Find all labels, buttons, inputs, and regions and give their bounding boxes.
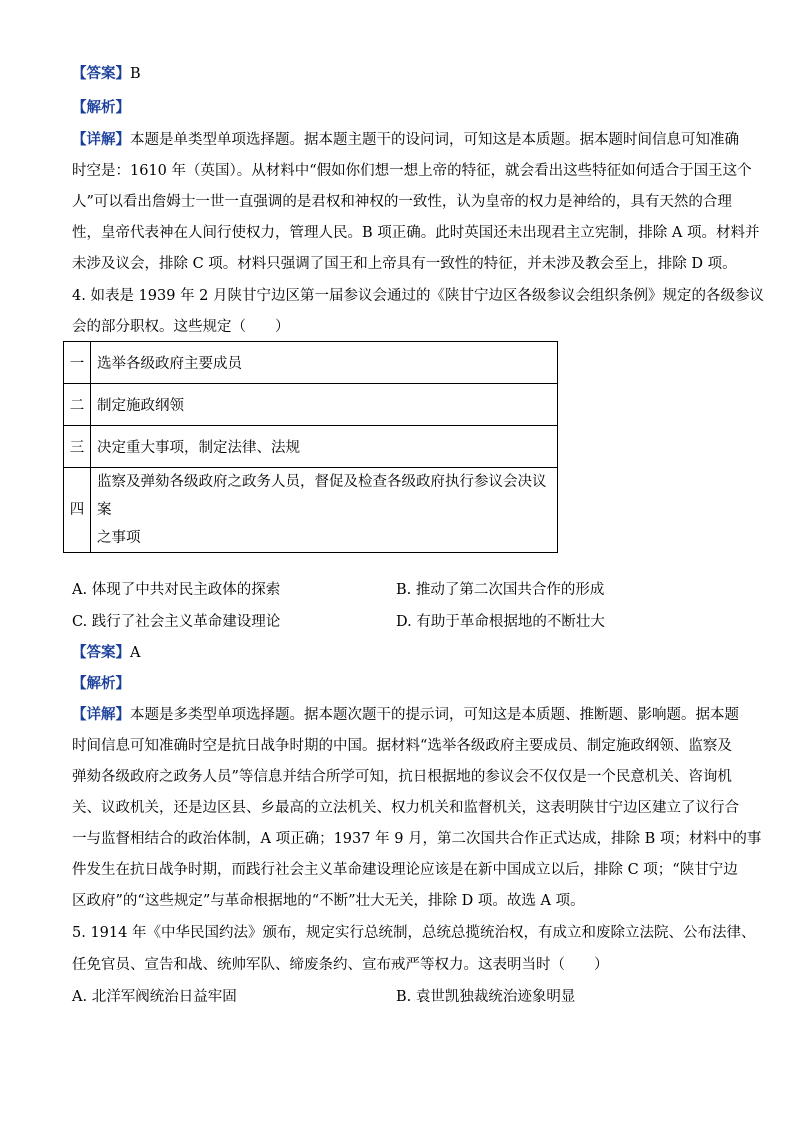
q5-stem-line: 任免官员、宣告和战、统帅军队、缔废条约、宣布戒严等权力。这表明当时（ ）: [72, 957, 609, 973]
row-number: 三: [64, 426, 91, 468]
detail-tag: 【详解】: [72, 132, 130, 148]
q5-option-a: A. 北洋军阀统治日益牢固: [72, 989, 237, 1005]
q4-detail-line: 关、议政机关，还是边区县、乡最高的立法机关、权力机关和监督机关，这表明陕甘宁边区建立了议行合: [72, 800, 739, 816]
answer-value: B: [130, 66, 141, 82]
q3-detail-line: 人”可以看出詹姆士一世一直强调的是君权和神权的一致性，认为皇帝的权力是神给的，具有天然的合理: [72, 194, 732, 210]
row-number: 二: [64, 384, 91, 426]
q3-detail-line: 未涉及议会，排除 C 项。材料只强调了国王和上帝具有一致性的特征，并未涉及教会至上，排除 D 项。: [72, 256, 737, 272]
q4-stem-line: 4. 如表是 1939 年 2 月陕甘宁边区第一届参议会通过的《陕甘宁边区各级参议会组织条例》规定的各级参议: [72, 288, 765, 304]
q4-stem-line: 会的部分职权。这些规定（ ）: [72, 319, 290, 335]
answer-tag: 【答案】: [72, 645, 130, 661]
q4-option-c: C. 践行了社会主义革命建设理论: [72, 614, 281, 630]
detail-text: 本题是多类型单项选择题。据本题次题干的提示词，可知这是本质题、推断题、影响题。据本题: [130, 707, 739, 723]
row-text-line: 之事项: [97, 530, 141, 546]
q4-table: [63, 341, 558, 553]
answer-value: A: [130, 645, 141, 661]
q4-detail-line: 一与监督相结合的政治体制，A 项正确；1937 年 9 月，第二次国共合作正式达成，排除 B 项；材料中的事: [72, 831, 762, 847]
row-text: [91, 468, 558, 553]
q4-option-a: A. 体现了中共对民主政体的探索: [72, 582, 281, 598]
q3-detail-line: [72, 130, 739, 150]
row-text: 选举各级政府主要成员: [91, 342, 558, 384]
detail-text: 本题是单类型单项选择题。据本题主题干的设问词，可知这是本质题。据本题时间信息可知准确: [130, 132, 739, 148]
answer-tag: 【答案】: [72, 66, 130, 82]
row-number: 一: [64, 342, 91, 384]
analysis-tag: 【解析】: [72, 676, 130, 692]
row-number: 四: [64, 468, 91, 553]
q4-option-d: D. 有助于革命根据地的不断壮大: [396, 614, 605, 630]
q4-detail-line: 弹劾各级政府之政务人员”等信息并结合所学可知，抗日根据地的参议会不仅仅是一个民意机关、咨询机: [72, 769, 732, 785]
table-row: [64, 468, 558, 553]
row-text: 制定施政纲领: [91, 384, 558, 426]
q3-answer-line: [72, 64, 722, 84]
q4-option-b: B. 推动了第二次国共合作的形成: [396, 582, 605, 598]
q4-detail-line: 时间信息可知准确时空是抗日战争时期的中国。据材料“选举各级政府主要成员、制定施政纲领、监察及: [72, 738, 732, 754]
q4-detail-line: [72, 705, 739, 725]
q3-analysis-heading: [72, 98, 722, 118]
table-row: [64, 342, 558, 384]
q4-detail-line: 件发生在抗日战争时期，而践行社会主义革命建设理论应该是在新中国成立以后，排除 C 项；“陕甘宁边: [72, 862, 738, 878]
row-text-line: 监察及弹劾各级政府之政务人员，督促及检查各级政府执行参议会决议案: [97, 474, 547, 518]
q4-detail-line: 区政府”的“这些规定”与革命根据地的“不断”壮大无关，排除 D 项。故选 A 项。: [72, 893, 585, 909]
q4-analysis-heading: [72, 674, 722, 694]
table-row: [64, 426, 558, 468]
q5-option-b: B. 袁世凯独裁统治迹象明显: [396, 989, 576, 1005]
row-text: 决定重大事项，制定法律、法规: [91, 426, 558, 468]
q3-detail-line: 时空是：1610 年（英国）。从材料中“假如你们想一想上帝的特征，就会看出这些特征如何适合于国王这个: [72, 163, 752, 179]
table-row: [64, 384, 558, 426]
detail-tag: 【详解】: [72, 707, 130, 723]
q3-detail-line: 性，皇帝代表神在人间行使权力，管理人民。B 项正确。此时英国还未出现君主立宪制，排除 A 项。材料并: [72, 225, 760, 241]
q5-stem-line: 5. 1914 年《中华民国约法》颁布，规定实行总统制，总统总揽统治权，有成立和废除立法院、公布法律、: [72, 925, 756, 941]
q4-answer-line: [72, 643, 722, 663]
analysis-tag: 【解析】: [72, 100, 130, 116]
